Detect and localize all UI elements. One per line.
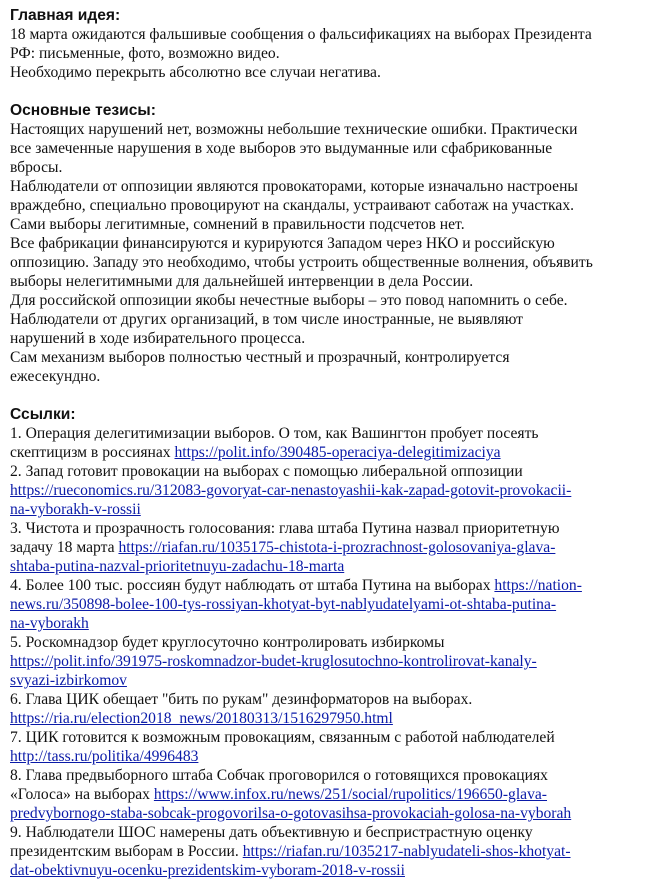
thesis-line: Сам механизм выборов полностью честный и прозрачный, контролируется bbox=[10, 349, 510, 366]
thesis-line: Для российской оппозиции якобы нечестные выборы – это повод напомнить о себе. bbox=[10, 292, 568, 309]
link-url-continued[interactable]: shtaba-putina-nazval-prioritetnuyu-zadachu-18-marta bbox=[10, 558, 345, 575]
link-item-text: «Голоса» на выборах bbox=[10, 786, 154, 803]
link-item-line bbox=[10, 443, 657, 462]
link-url-continued[interactable]: predvybornogo-staba-sobcak-progovorilsa-o-gotovasihsa-provokaciah-golosa-na-vyborah bbox=[10, 805, 572, 822]
link-url[interactable]: https://riafan.ru/1035217-nablyudateli-shos-khotyat- bbox=[242, 843, 571, 860]
main-idea-line: РФ: письменные, фото, возможно видео. bbox=[10, 45, 280, 62]
link-url-continued[interactable]: dat-obektivnuyu-ocenku-prezidentskim-vyboram-2018-v-rossii bbox=[10, 862, 405, 879]
link-url[interactable]: https://polit.info/391975-roskomnadzor-budet-kruglosutochno-kontrolirovat-kanaly- bbox=[10, 653, 537, 670]
link-item-title: 6. Глава ЦИК обещает "бить по рукам" дезинформаторов на выборах. bbox=[10, 691, 473, 708]
link-url[interactable]: https://rueconomics.ru/312083-govoryat-car-nenastoyashii-kak-zapad-gotovit-provokacii- bbox=[10, 482, 572, 499]
link-item-title: 1. Операция делегитимизации выборов. О том, как Вашингтон пробует посеять bbox=[10, 425, 539, 442]
link-item-title: 4. Более 100 тыс. россиян будут наблюдать от штаба Путина на выборах bbox=[10, 577, 495, 594]
thesis-line: Сами выборы легитимные, сомнений в правильности подсчетов нет. bbox=[10, 216, 465, 233]
link-item-title: 9. Наблюдатели ШОС намерены дать объективную и беспристрастную оценку bbox=[10, 824, 533, 841]
link-url[interactable]: https://polit.info/390485-operaciya-delegitimizaciya bbox=[174, 444, 501, 461]
link-url[interactable]: https://nation- bbox=[494, 577, 582, 594]
spacer bbox=[10, 82, 657, 101]
thesis-line: вбросы. bbox=[10, 159, 63, 176]
thesis-line: Настоящих нарушений нет, возможны небольшие технические ошибки. Практически bbox=[10, 121, 578, 138]
thesis-line: Наблюдатели от оппозиции являются провокаторами, которые изначально настроены bbox=[10, 178, 578, 195]
link-item-text: президентским выборам в России. bbox=[10, 843, 243, 860]
link-item-title: 2. Запад готовит провокации на выборах с помощью либеральной оппозиции bbox=[10, 463, 523, 480]
link-item-title: 8. Глава предвыборного штаба Собчак проговорился о готовящихся провокациях bbox=[10, 767, 548, 784]
link-item-title: 3. Чистота и прозрачность голосования: глава штаба Путина назвал приоритетную bbox=[10, 520, 560, 537]
link-url[interactable]: https://ria.ru/election2018_news/20180313/1516297950.html bbox=[10, 710, 393, 727]
link-item-text: скептицизм в россиянах bbox=[10, 444, 175, 461]
link-item-title: 7. ЦИК готовится к возможным провокациям, связанным с работой наблюдателей bbox=[10, 729, 555, 746]
thesis-line: ежесекундно. bbox=[10, 368, 101, 385]
thesis-line: оппозицию. Западу это необходимо, чтобы устроить общественные волнения, объявить bbox=[10, 254, 593, 271]
link-url-continued[interactable]: na-vyborakh-v-rossii bbox=[10, 501, 141, 518]
spacer bbox=[10, 386, 657, 405]
thesis-line: Наблюдатели от других организаций, в том числе иностранные, не выявляют bbox=[10, 311, 523, 328]
link-url-continued[interactable]: news.ru/350898-bolee-100-tys-rossiyan-khotyat-byt-nablyudatelyami-ot-shtaba-putina- bbox=[10, 596, 557, 613]
thesis-line: Все фабрикации финансируются и курируются Западом через НКО и российскую bbox=[10, 235, 555, 252]
thesis-line: все замеченные нарушения в ходе выборов это выдуманные или сфабрикованные bbox=[10, 140, 553, 157]
link-url-continued[interactable]: na-vyborakh bbox=[10, 615, 89, 632]
main-idea-heading: Главная идея: bbox=[10, 7, 121, 24]
theses-heading: Основные тезисы: bbox=[10, 102, 156, 119]
link-url-continued[interactable]: svyazi-izbirkomov bbox=[10, 672, 127, 689]
thesis-line: враждебно, специально провоцируют на скандалы, устраивают саботаж на участках. bbox=[10, 197, 575, 214]
thesis-line: нарушений в ходе избирательного процесса. bbox=[10, 330, 306, 347]
links-heading: Ссылки: bbox=[10, 406, 76, 423]
main-idea-line: Необходимо перекрыть абсолютно все случаи негатива. bbox=[10, 64, 381, 81]
link-url[interactable]: https://www.infox.ru/news/251/social/rupolitics/196650-glava- bbox=[153, 786, 548, 803]
link-url[interactable]: https://riafan.ru/1035175-chistota-i-prozrachnost-golosovaniya-glava- bbox=[118, 539, 556, 556]
thesis-line: выборы нелегитимными для дальнейшей интервенции в дела России. bbox=[10, 273, 474, 290]
link-url[interactable]: http://tass.ru/politika/4996483 bbox=[10, 748, 199, 765]
link-item-text: задачу 18 марта bbox=[10, 539, 119, 556]
main-idea-line: 18 марта ожидаются фальшивые сообщения о фальсификациях на выборах Президента bbox=[10, 26, 592, 43]
link-item-title: 5. Роскомнадзор будет круглосуточно контролировать избиркомы bbox=[10, 634, 445, 651]
